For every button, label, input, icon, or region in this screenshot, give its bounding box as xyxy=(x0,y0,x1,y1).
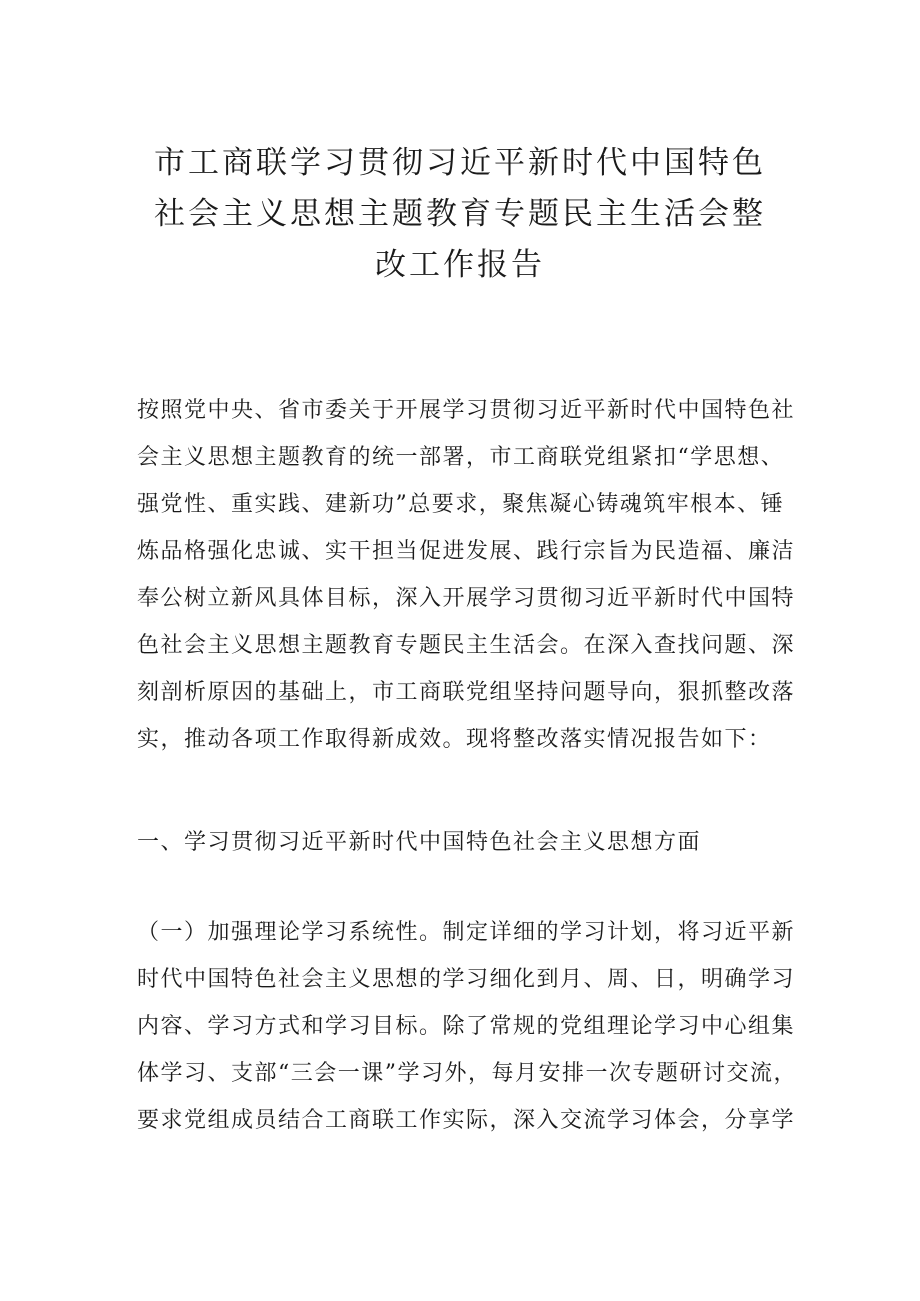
paragraph-line: 内容、学习方式和学习目标。除了常规的党组理论学习中心组集 xyxy=(137,1014,796,1039)
section-one-paragraph xyxy=(137,909,797,1144)
paragraph-line: 时代中国特色社会主义思想的学习细化到月、周、日，明确学习 xyxy=(137,967,796,992)
title-line: 社会主义思想主题教育专题民主生活会整 xyxy=(154,196,766,232)
paragraph-line: （一）加强理论学习系统性。制定详细的学习计划，将习近平新 xyxy=(137,920,796,945)
paragraph-line: 炼品格强化忠诚、实干担当促进发展、践行宗旨为民造福、廉洁 xyxy=(137,539,796,564)
paragraph-line: 强党性、重实践、建新功”总要求，聚焦凝心铸魂筑牢根本、锤 xyxy=(137,492,785,517)
document-title xyxy=(120,138,800,291)
paragraph-line: 色社会主义思想主题教育专题民主生活会。在深入查找问题、深 xyxy=(137,633,796,658)
title-line: 市工商联学习贯彻习近平新时代中国特色 xyxy=(154,145,766,181)
paragraph-line: 会主义思想主题教育的统一部署，市工商联党组紧扣“学思想、 xyxy=(137,445,785,470)
paragraph-line: 体学习、支部“三会一课”学习外，每月安排一次专题研讨交流， xyxy=(137,1061,797,1086)
title-line: 改工作报告 xyxy=(375,247,545,283)
paragraph-line: 按照党中央、省市委关于开展学习贯彻习近平新时代中国特色社 xyxy=(137,398,796,423)
paragraph-line: 实，推动各项工作取得新成效。现将整改落实情况报告如下： xyxy=(137,727,772,752)
paragraph-line: 奉公树立新风具体目标，深入开展学习贯彻习近平新时代中国特 xyxy=(137,586,796,611)
paragraph-line: 要求党组成员结合工商联工作实际，深入交流学习体会，分享学 xyxy=(137,1108,796,1133)
paragraph-line: 刻剖析原因的基础上，市工商联党组坚持问题导向，狠抓整改落 xyxy=(137,680,796,705)
intro-paragraph xyxy=(137,387,797,763)
section-heading xyxy=(137,819,797,866)
section-heading-text: 一、学习贯彻习近平新时代中国特色社会主义思想方面 xyxy=(137,830,702,855)
